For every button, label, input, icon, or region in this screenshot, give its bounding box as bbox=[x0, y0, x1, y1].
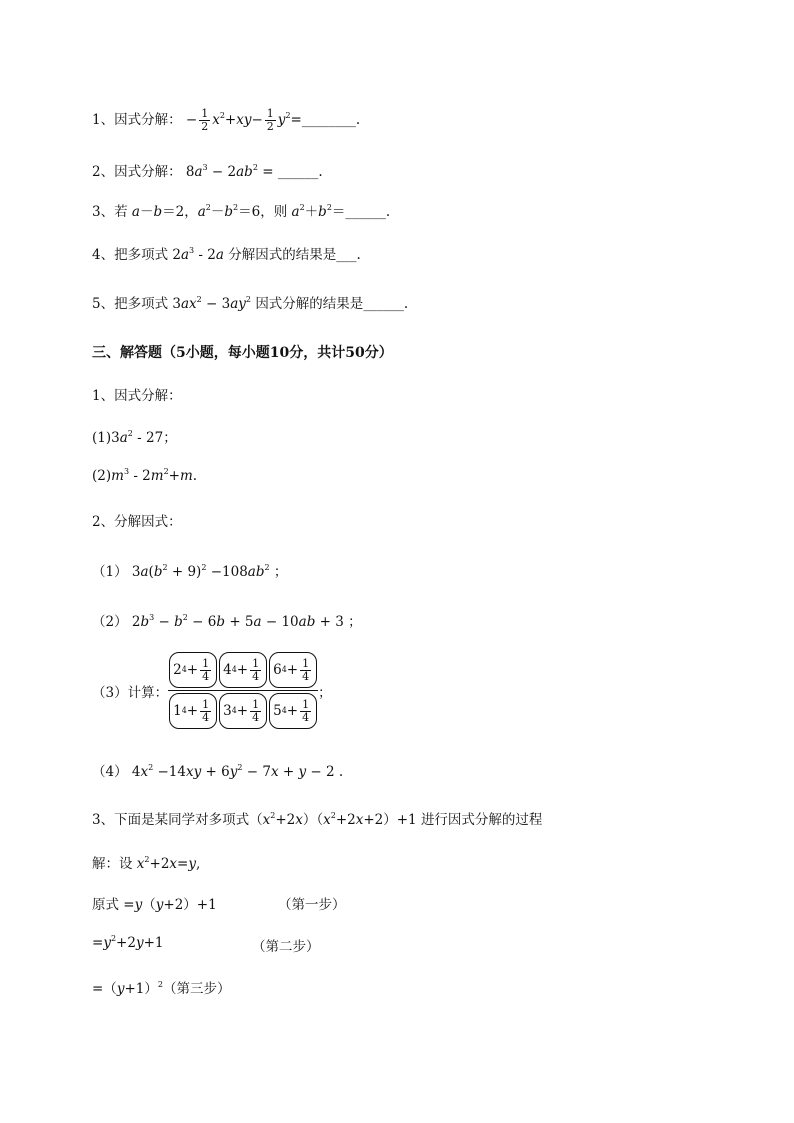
problem-2-part-3: （3）计算： 2 4 + $\frac{1}{4}$ 4 4 + $\frac{1}{4}$ 6 4 + $\frac{1}{4}$ 1 4 + $\frac{1}{4}$ 3 4 + $\frac{1}{4}$ 5 4 + $\frac{1}{4}$ ； bbox=[92, 652, 332, 729]
math-expression: $3a^2 - 27$； bbox=[111, 429, 177, 446]
answer-blank: ________. bbox=[301, 112, 361, 128]
fill-in-question-3 bbox=[92, 200, 390, 220]
math-expression: y（y+2）+1 bbox=[134, 897, 217, 913]
answer-blank: ______. bbox=[345, 204, 391, 220]
answer-blank: ______. bbox=[277, 164, 323, 180]
math-expression: $m^3 - 2m^2+m$. bbox=[111, 467, 198, 484]
solution-step-3 bbox=[92, 977, 230, 997]
math-expression: $=(y+1)^2$ bbox=[92, 980, 163, 997]
question-number: 2、 bbox=[92, 164, 115, 180]
math-expression: $x^2+2x=y$, bbox=[136, 855, 201, 872]
math-expression: $x^2+2x)(x^2+2x+2)+1$ bbox=[262, 811, 421, 828]
question-prefix: 把多项式 bbox=[114, 296, 169, 312]
math-expression: $3ax^2 - 3ay^2$ bbox=[172, 295, 252, 312]
fill-in-question-5 bbox=[92, 292, 408, 312]
math-expression: $3a(b^2 + 9)^2 -108ab^2$ ； bbox=[127, 563, 288, 580]
section-heading: 三、解答题（5小题，每小题10分，共计50分） bbox=[92, 345, 393, 361]
problem-2-part-1: （1） $3a(b^2 + 9)^2 -108ab^2$ ； bbox=[92, 563, 288, 580]
question-number: 4、 bbox=[92, 247, 115, 263]
question-prefix: 因式分解： bbox=[114, 112, 182, 128]
step-1-note: （第一步） bbox=[278, 897, 346, 913]
problem-2-part-4: （4） $4x^2 -14xy + 6y^2 - 7x + y - 2$ . bbox=[92, 763, 344, 780]
question-prefix: 若 bbox=[114, 204, 128, 220]
math-expression: $=y^2+2y+1$ bbox=[92, 934, 164, 951]
fill-in-question-1 bbox=[92, 108, 360, 133]
question-number: 3、 bbox=[92, 204, 115, 220]
question-prefix: 因式分解： bbox=[114, 164, 182, 180]
step-3-note: （第三步） bbox=[162, 981, 231, 997]
question-suffix: 分解因式的结果是 bbox=[228, 247, 337, 263]
problem-1-title: 1、因式分解： bbox=[92, 388, 182, 404]
answer-blank: ___. bbox=[336, 247, 361, 263]
question-number: 1、 bbox=[92, 112, 115, 128]
math-expression: a－b＝2，$a^2-b^2=6$，则 $a^2+b^2=$ bbox=[131, 203, 346, 220]
math-expression: − $\frac{1}{2}$ $x^2+xy-$ $\frac{1}{2}$ $y^2=$ bbox=[185, 107, 302, 133]
solution-setup: 解：设 $x^2+2x=y$, bbox=[92, 855, 201, 872]
problem-2-part-2: （2） $2b^3 - b^2 - 6b + 5a - 10ab + 3$ ； bbox=[92, 613, 362, 630]
math-expression: $2a^3 - 2a$ bbox=[172, 246, 224, 263]
solution-step-1: 原式 =y（y+2）+1 bbox=[92, 897, 217, 913]
answer-blank: ______. bbox=[363, 296, 409, 312]
question-prefix: 把多项式 bbox=[114, 247, 169, 263]
fill-in-question-2 bbox=[92, 160, 323, 180]
math-expression: $8a^3 - 2ab^2$ = bbox=[185, 163, 278, 180]
problem-1-part-1: $(1)3a^2 - 27$； bbox=[92, 429, 177, 446]
problem-2-title: 2、分解因式： bbox=[92, 514, 182, 530]
math-expression: $4x^2 -14xy + 6y^2 - 7x + y - 2$ . bbox=[127, 763, 344, 780]
math-expression: $2b^3 - b^2 - 6b + 5a - 10ab + 3$ ； bbox=[127, 613, 362, 630]
question-suffix: 因式分解的结果是 bbox=[255, 296, 364, 312]
step-2-note: （第二步） bbox=[252, 939, 320, 955]
math-expression: 2 4 + $\frac{1}{4}$ 4 4 + $\frac{1}{4}$ 6 4 + $\frac{1}{4}$ 1 4 + $\frac{1}{4}$ 3 4 + $\frac{1}{4}$ 5 4 + $\frac{1}{4}$ bbox=[168, 652, 318, 729]
problem-3-title: 3、下面是某同学对多项式$(x^2+2x)(x^2+2x+2)+1$ 进行因式分解的过程 bbox=[92, 811, 543, 828]
question-number: 5、 bbox=[92, 296, 115, 312]
solution-step-2 bbox=[92, 935, 164, 951]
fill-in-question-4 bbox=[92, 243, 361, 263]
problem-1-part-2: $(2)m^3 - 2m^2+m$. bbox=[92, 467, 198, 484]
